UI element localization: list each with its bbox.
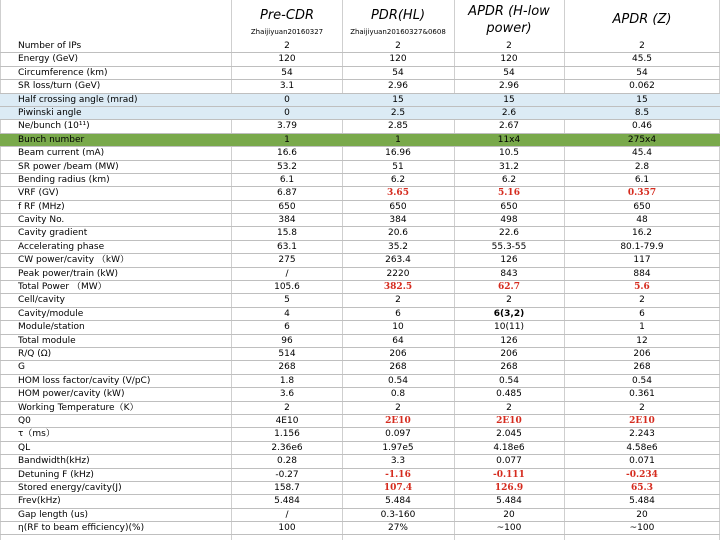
cell-value: 10(11) bbox=[494, 322, 524, 333]
cell-value: 5.6 bbox=[634, 282, 650, 293]
cell-value: 4.18e6 bbox=[493, 442, 525, 453]
cell-value: 80.1-79.9 bbox=[620, 241, 664, 252]
row-label: Accelerating phase bbox=[18, 241, 105, 252]
row-label: CW power/cavity （kW） bbox=[18, 255, 130, 266]
cell-value: 22.6 bbox=[498, 228, 520, 239]
cell-value: 63.1 bbox=[276, 241, 298, 252]
table-row bbox=[0, 53, 720, 66]
table-row bbox=[0, 134, 720, 147]
table-row bbox=[0, 442, 720, 455]
row-label: Bandwidth(kHz) bbox=[18, 456, 90, 467]
cell-value: 5.484 bbox=[496, 496, 522, 507]
table-row bbox=[0, 147, 720, 160]
table-row bbox=[0, 254, 720, 267]
table-row bbox=[0, 107, 720, 120]
row-label: Cavity/module bbox=[18, 308, 84, 319]
table-row bbox=[0, 268, 720, 281]
cell-value: 382.5 bbox=[383, 282, 413, 293]
row-label: Frev(kHz) bbox=[18, 496, 61, 507]
row-label: Number of IPs bbox=[18, 41, 82, 51]
header-subtitle: Zhaijiyuan20160327 bbox=[250, 28, 324, 36]
cell-value: 0.28 bbox=[276, 456, 298, 467]
cell-value: 1 bbox=[284, 134, 290, 145]
cell-value: 6(3,2) bbox=[493, 308, 525, 319]
row-label: Module/station bbox=[18, 322, 85, 333]
cell-value: 206 bbox=[389, 348, 407, 359]
cell-value: 120 bbox=[500, 54, 518, 65]
cell-value: 15 bbox=[636, 94, 648, 105]
cell-value: 62.7 bbox=[498, 282, 520, 293]
cell-value: 650 bbox=[278, 201, 296, 212]
row-label: Q0 bbox=[18, 415, 31, 426]
cell-value: 20.6 bbox=[387, 228, 409, 239]
table-row bbox=[0, 120, 720, 133]
cell-value: 2.85 bbox=[387, 121, 409, 132]
cell-value: 0.54 bbox=[387, 375, 409, 386]
cell-value: 514 bbox=[278, 348, 296, 359]
cell-value: 0.54 bbox=[498, 375, 520, 386]
cell-value: 268 bbox=[278, 362, 296, 373]
cell-value: 2 bbox=[639, 402, 645, 413]
row-label: Cavity No. bbox=[18, 215, 65, 226]
cell-value: 51 bbox=[392, 161, 404, 172]
row-label: HOM loss factor/cavity (V/pC) bbox=[18, 375, 151, 386]
cell-value: 268 bbox=[500, 362, 518, 373]
table-row bbox=[0, 308, 720, 321]
cell-value: 2.96 bbox=[498, 81, 520, 92]
row-label: Piwinski angle bbox=[18, 107, 82, 118]
row-label: Detuning F (kHz) bbox=[18, 469, 94, 480]
table-body bbox=[0, 40, 720, 535]
cell-value: / bbox=[285, 509, 289, 520]
cell-value: 6.1 bbox=[279, 174, 295, 185]
cell-value: 275 bbox=[278, 255, 296, 266]
row-label: Bending radius (km) bbox=[18, 174, 110, 185]
row-label: τ（ms） bbox=[18, 429, 55, 440]
row-label: Cavity gradient bbox=[18, 228, 88, 239]
row-label: QL bbox=[18, 442, 31, 453]
cell-value: 1.8 bbox=[279, 375, 295, 386]
cell-value: 2.243 bbox=[629, 429, 655, 440]
cell-value: -0.234 bbox=[626, 469, 658, 480]
cell-value: 0.54 bbox=[631, 375, 653, 386]
cell-value: 15 bbox=[503, 94, 515, 105]
cell-value: 2E10 bbox=[385, 415, 411, 426]
table-row bbox=[0, 201, 720, 214]
table-header bbox=[0, 0, 720, 40]
cell-value: 3.1 bbox=[279, 81, 295, 92]
cell-value: 1 bbox=[395, 134, 401, 145]
cell-value: 650 bbox=[633, 201, 651, 212]
cell-value: 384 bbox=[278, 215, 296, 226]
table-row bbox=[0, 388, 720, 401]
row-label: HOM power/cavity (kW) bbox=[18, 389, 125, 400]
cell-value: ~100 bbox=[629, 523, 655, 534]
table-row bbox=[0, 321, 720, 334]
row-label: Ne/bunch (10¹¹) bbox=[18, 121, 90, 132]
cell-value: 105.6 bbox=[274, 282, 300, 293]
cell-value: 126.9 bbox=[494, 482, 524, 493]
row-label: SR loss/turn (GeV) bbox=[18, 81, 101, 92]
cell-value: 2 bbox=[395, 41, 401, 51]
cell-value: 10 bbox=[392, 322, 404, 333]
cell-value: 10.5 bbox=[498, 148, 520, 159]
cell-value: 650 bbox=[389, 201, 407, 212]
cell-value: 2 bbox=[639, 41, 645, 51]
cell-value: 120 bbox=[389, 54, 407, 65]
cell-value: 2.67 bbox=[498, 121, 520, 132]
row-label: SR power /beam (MW) bbox=[18, 161, 119, 172]
cell-value: 2 bbox=[284, 41, 290, 51]
cell-value: 1.97e5 bbox=[382, 442, 414, 453]
cell-value: 0 bbox=[284, 94, 290, 105]
cell-value: 2.6 bbox=[501, 107, 517, 118]
row-label: Total Power （MW） bbox=[18, 282, 107, 293]
cell-value: 5.484 bbox=[385, 496, 411, 507]
cell-value: 96 bbox=[281, 335, 293, 346]
header-title: APDR (Z) bbox=[612, 12, 672, 27]
cell-value: 54 bbox=[392, 67, 404, 78]
cell-value: 15.8 bbox=[276, 228, 298, 239]
cell-value: 20 bbox=[636, 509, 648, 520]
row-label: Energy (GeV) bbox=[18, 54, 79, 65]
cell-value: 2 bbox=[506, 402, 512, 413]
cell-value: 0.361 bbox=[629, 389, 655, 400]
cell-value: 20 bbox=[503, 509, 515, 520]
cell-value: 0.357 bbox=[627, 188, 657, 199]
cell-value: 15 bbox=[392, 94, 404, 105]
table-row bbox=[0, 428, 720, 441]
cell-value: 5.16 bbox=[498, 188, 520, 199]
cell-value: 54 bbox=[281, 67, 293, 78]
table-row bbox=[0, 522, 720, 535]
table-row bbox=[0, 455, 720, 468]
table-row bbox=[0, 482, 720, 495]
cell-value: 4E10 bbox=[275, 415, 299, 426]
row-label: η(RF to beam efficiency)(%) bbox=[18, 523, 145, 534]
cell-value: / bbox=[285, 268, 289, 279]
cell-value: ~100 bbox=[496, 523, 522, 534]
cell-value: 158.7 bbox=[274, 482, 300, 493]
cell-value: 16.2 bbox=[631, 228, 653, 239]
row-label: Bunch number bbox=[18, 134, 85, 145]
cell-value: 275x4 bbox=[627, 134, 657, 145]
row-label: VRF (GV) bbox=[18, 188, 59, 199]
cell-value: 384 bbox=[389, 215, 407, 226]
row-label: Peak power/train (kW) bbox=[18, 268, 119, 279]
cell-value: 117 bbox=[633, 255, 651, 266]
cell-value: 16.6 bbox=[276, 148, 298, 159]
cell-value: -0.27 bbox=[275, 469, 299, 480]
cell-value: 843 bbox=[500, 268, 518, 279]
row-label: R/Q (Ω) bbox=[18, 348, 52, 359]
cell-value: 2 bbox=[506, 295, 512, 306]
cell-value: 45.4 bbox=[631, 148, 653, 159]
cell-value: 5.484 bbox=[629, 496, 655, 507]
table-row bbox=[0, 375, 720, 388]
header-title: PDR(HL) bbox=[370, 8, 426, 23]
cell-value: 0.062 bbox=[629, 81, 655, 92]
cell-value: 0.485 bbox=[496, 389, 522, 400]
cell-value: 3.3 bbox=[390, 456, 406, 467]
table-row bbox=[0, 348, 720, 361]
cell-value: 2 bbox=[639, 295, 645, 306]
header-apdr-z bbox=[564, 0, 720, 40]
header-pdr-hl bbox=[342, 0, 454, 40]
table-row bbox=[0, 361, 720, 374]
cell-value: 0.071 bbox=[629, 456, 655, 467]
cell-value: 6.2 bbox=[390, 174, 406, 185]
cell-value: 2 bbox=[395, 295, 401, 306]
cell-value: 31.2 bbox=[498, 161, 520, 172]
cell-value: 3.79 bbox=[276, 121, 298, 132]
cell-value: 8.5 bbox=[634, 107, 650, 118]
table-row bbox=[0, 187, 720, 200]
table-row bbox=[0, 335, 720, 348]
table-row bbox=[0, 294, 720, 307]
cell-value: 3.6 bbox=[279, 389, 295, 400]
cell-value: 0.077 bbox=[496, 456, 522, 467]
cell-value: 65.3 bbox=[631, 482, 653, 493]
cell-value: 107.4 bbox=[383, 482, 413, 493]
cell-value: 268 bbox=[389, 362, 407, 373]
row-label: Gap length (us) bbox=[18, 509, 89, 520]
cell-value: 64 bbox=[392, 335, 404, 346]
cell-value: 4.58e6 bbox=[626, 442, 658, 453]
cell-value: 6 bbox=[639, 308, 645, 319]
row-label: Beam current (mA) bbox=[18, 148, 105, 159]
table-row bbox=[0, 67, 720, 80]
table-row bbox=[0, 495, 720, 508]
cell-value: 55.3-55 bbox=[491, 241, 527, 252]
cell-value: 45.5 bbox=[631, 54, 653, 65]
cell-value: 0.46 bbox=[631, 121, 653, 132]
cell-value: 27% bbox=[387, 523, 408, 534]
cell-value: 6.1 bbox=[634, 174, 650, 185]
cell-value: 6 bbox=[395, 308, 401, 319]
cell-value: 268 bbox=[633, 362, 651, 373]
cell-value: 35.2 bbox=[387, 241, 409, 252]
cell-value: 884 bbox=[633, 268, 651, 279]
row-label: Stored energy/cavity(J) bbox=[18, 482, 122, 493]
table-row bbox=[0, 227, 720, 240]
cell-value: 2.5 bbox=[390, 107, 406, 118]
cell-value: -1.16 bbox=[385, 469, 411, 480]
cell-value: 206 bbox=[500, 348, 518, 359]
cell-value: 2E10 bbox=[629, 415, 655, 426]
cell-value: 1 bbox=[639, 322, 645, 333]
cell-value: 54 bbox=[636, 67, 648, 78]
table-row bbox=[0, 94, 720, 107]
row-label: G bbox=[18, 362, 25, 373]
cell-value: 120 bbox=[278, 54, 296, 65]
cell-value: 3.65 bbox=[387, 188, 409, 199]
cell-value: 2 bbox=[506, 41, 512, 51]
header-title: Pre-CDR bbox=[260, 8, 314, 23]
table-row bbox=[0, 281, 720, 294]
cell-value: 1.156 bbox=[274, 429, 300, 440]
cell-value: 54 bbox=[503, 67, 515, 78]
cell-value: 0.8 bbox=[390, 389, 406, 400]
cell-value: 100 bbox=[278, 523, 296, 534]
cell-value: 206 bbox=[633, 348, 651, 359]
cell-value: 0 bbox=[284, 107, 290, 118]
cell-value: 2.96 bbox=[387, 81, 409, 92]
table-row bbox=[0, 415, 720, 428]
row-label: Circumference (km) bbox=[18, 67, 108, 78]
cell-value: 6.2 bbox=[501, 174, 517, 185]
cell-value: 2220 bbox=[386, 268, 410, 279]
cell-value: 2.36e6 bbox=[271, 442, 303, 453]
cell-value: 650 bbox=[500, 201, 518, 212]
table-row bbox=[0, 214, 720, 227]
cell-value: 6.87 bbox=[276, 188, 298, 199]
cell-value: 0.097 bbox=[385, 429, 411, 440]
cell-value: 498 bbox=[500, 215, 518, 226]
table-row bbox=[0, 161, 720, 174]
header-apdr-h-low bbox=[454, 0, 564, 40]
row-label: Total module bbox=[18, 335, 76, 346]
table-row bbox=[0, 174, 720, 187]
cell-value: 16.96 bbox=[385, 148, 411, 159]
table-row bbox=[0, 509, 720, 522]
cell-value: 53.2 bbox=[276, 161, 298, 172]
cell-value: 0.3-160 bbox=[380, 509, 416, 520]
row-label: Half crossing angle (mrad) bbox=[18, 94, 138, 105]
table-row bbox=[0, 469, 720, 482]
cell-value: 2 bbox=[284, 402, 290, 413]
cell-value: 126 bbox=[500, 255, 518, 266]
cell-value: 12 bbox=[636, 335, 648, 346]
row-label: Working Temperature（K） bbox=[18, 402, 139, 413]
cell-value: 263.4 bbox=[385, 255, 411, 266]
cell-value: 5.484 bbox=[274, 496, 300, 507]
cell-value: -0.111 bbox=[493, 469, 525, 480]
cell-value: 2E10 bbox=[496, 415, 522, 426]
table-row bbox=[0, 40, 720, 53]
cell-value: 11x4 bbox=[497, 134, 521, 145]
cell-value: 126 bbox=[500, 335, 518, 346]
cell-value: 2.045 bbox=[496, 429, 522, 440]
cell-value: 5 bbox=[284, 295, 290, 306]
header-title: APDR (H-low power) bbox=[468, 4, 550, 36]
cell-value: 48 bbox=[636, 215, 648, 226]
table-row bbox=[0, 80, 720, 93]
cell-value: 2.8 bbox=[634, 161, 650, 172]
header-pre-cdr bbox=[232, 0, 342, 40]
table-row bbox=[0, 241, 720, 254]
header-subtitle: Zhaijiyuan20160327&0608 bbox=[350, 28, 446, 36]
row-label: f RF (MHz) bbox=[18, 201, 65, 212]
cell-value: 6 bbox=[284, 322, 290, 333]
row-label: Cell/cavity bbox=[18, 295, 65, 306]
table-row bbox=[0, 402, 720, 415]
cell-value: 2 bbox=[395, 402, 401, 413]
cell-value: 4 bbox=[284, 308, 290, 319]
